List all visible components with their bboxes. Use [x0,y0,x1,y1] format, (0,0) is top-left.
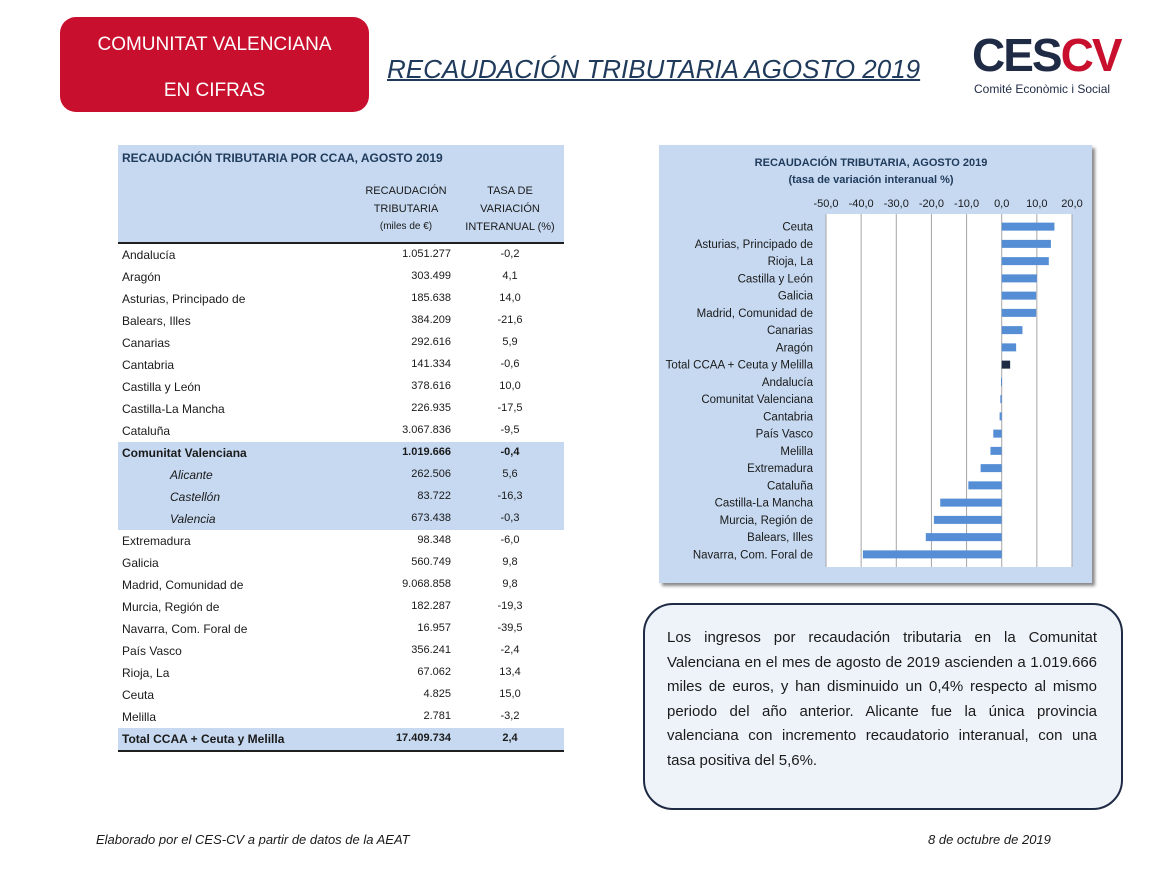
row-rate: -3,2 [500,710,520,722]
table-row [118,552,564,574]
bar [1002,309,1036,317]
row-name: Canarias [122,336,171,350]
category-label: Aragón [775,342,813,355]
row-rate: 10,0 [499,380,521,392]
bar-chart [659,145,1092,583]
row-name: Total CCAA + Ceuta y Melilla [122,732,285,746]
bar [1002,292,1036,300]
row-rate: 5,9 [502,336,518,348]
category-label: Castilla-La Mancha [714,497,813,510]
row-name: Castellón [170,490,221,504]
summary-text: Los ingresos por recaudación tributaria en la Comunitat Valenciana en el mes de agosto de 2019 ascienden a 1.019.666 miles de euros, y han disminuido un 0,4% respecto al mismo periodo del año anterior. Alicante fue la única provincia valenciana con incremento recaudatorio interanual, con una tasa positiva del 5,6%. [667,629,1097,769]
x-tick-label: -40,0 [848,198,874,210]
row-value: 262.506 [411,468,451,480]
bar [934,516,1002,524]
x-tick-label: -30,0 [883,198,909,210]
row-rate: 13,4 [499,666,521,678]
bar [1002,361,1010,369]
table-row [118,310,564,332]
row-value: 378.616 [411,380,451,392]
row-rate: -21,6 [497,314,523,326]
category-label: Extremadura [747,463,813,476]
category-label: País Vasco [755,428,813,441]
table-row [118,266,564,288]
table-row [118,596,564,618]
row-rate: -0,2 [500,248,520,260]
row-value: 185.638 [411,292,451,304]
row-value: 560.749 [411,556,451,568]
table-row [118,640,564,662]
row-rate: -6,0 [500,534,520,546]
category-label: Castilla y León [737,273,813,286]
table-body [118,244,564,752]
category-label: Ceuta [782,221,813,234]
table-row [118,706,564,728]
col-header-rate-line2: VARIACIÓN [480,203,540,215]
category-label: Total CCAA + Ceuta y Melilla [665,359,813,372]
row-value: 356.241 [411,644,451,656]
row-value: 9.068.858 [402,578,451,590]
row-value: 292.616 [411,336,451,348]
x-tick-label: 0,0 [994,198,1010,210]
plot-area [826,214,1072,567]
row-rate: 14,0 [499,292,521,304]
category-label: Navarra, Com. Foral de [692,549,813,562]
category-label: Melilla [780,445,813,458]
row-value: 141.334 [411,358,451,370]
table-row [118,376,564,398]
category-label: Comunitat Valenciana [701,394,813,407]
row-value: 16.957 [417,622,451,634]
logo-cv: CV [1060,29,1121,81]
logo-mark [972,30,1121,80]
col-header-revenue-line2: TRIBUTARIA [373,203,439,215]
summary-box [643,603,1123,810]
category-label: Murcia, Región de [719,514,813,527]
category-label: Madrid, Comunidad de [696,307,813,320]
category-label: Asturias, Principado de [694,238,813,251]
row-value: 4.825 [423,688,451,700]
row-value: 98.348 [417,534,451,546]
row-value: 182.287 [411,600,451,612]
table-row [118,618,564,640]
footer-date: 8 de octubre de 2019 [928,832,1051,847]
row-name: Murcia, Región de [122,600,220,614]
row-name: Aragón [122,270,161,284]
col-header-revenue [350,182,462,236]
bar [981,464,1002,472]
row-rate: -19,3 [497,600,523,612]
row-rate: -0,3 [500,512,520,524]
x-tick-label: -20,0 [918,198,944,210]
row-name: Ceuta [122,688,155,702]
table-row [118,464,564,486]
chart-svg [659,145,1092,583]
row-rate: -2,4 [500,644,520,656]
category-label: Galicia [777,290,813,303]
page-title: RECAUDACIÓN TRIBUTARIA AGOSTO 2019 [387,54,921,84]
category-label: Cantabria [763,411,813,424]
bar [1002,257,1049,265]
table-row [118,288,564,310]
bar [1002,240,1051,248]
bar [1002,343,1016,351]
row-value: 83.722 [417,490,451,502]
chart-subtitle: (tasa de variación interanual %) [788,174,954,186]
ces-cv-logo [972,30,1132,100]
revenue-table [118,145,564,752]
row-value: 2.781 [423,710,451,722]
row-rate: -17,5 [497,402,523,414]
row-name: Valencia [170,512,216,526]
row-name: Alicante [170,468,213,482]
row-rate: -0,4 [500,446,520,458]
row-rate: 5,6 [502,468,518,480]
row-rate: 2,4 [502,732,518,744]
category-label: Cataluña [766,480,813,493]
row-value: 3.067.836 [402,424,451,436]
row-value: 1.051.277 [402,248,451,260]
x-tick-label: -50,0 [813,198,839,210]
row-name: Balears, Illes [122,314,191,328]
table-row [118,244,564,266]
table-row [118,684,564,706]
row-value: 1.019.666 [402,446,451,458]
bar [940,499,1002,507]
category-label: Canarias [766,325,813,338]
table-row [118,508,564,530]
bar [1001,378,1002,386]
row-value: 384.209 [411,314,451,326]
row-value: 303.499 [411,270,451,282]
table-row [118,662,564,684]
logo-subtitle: Comité Econòmic i Social [974,82,1111,96]
row-value: 226.935 [411,402,451,414]
col-header-revenue-line3: (miles de €) [379,221,433,232]
row-rate: 15,0 [499,688,521,700]
row-name: Asturias, Principado de [122,292,246,306]
row-value: 17.409.734 [395,732,451,744]
section-badge [60,17,369,112]
table-row [118,398,564,420]
x-tick-label: 20,0 [1061,198,1083,210]
row-name: País Vasco [122,644,182,658]
row-name: Madrid, Comunidad de [122,578,244,592]
badge-line-2: EN CIFRAS [163,80,266,101]
bar [1002,223,1055,231]
row-name: Extremadura [122,534,191,548]
row-rate: -9,5 [500,424,520,436]
row-name: Navarra, Com. Foral de [122,622,248,636]
chart-title: RECAUDACIÓN TRIBUTARIA, AGOSTO 2019 [754,157,988,169]
x-tick-label: -10,0 [954,198,980,210]
footer-source: Elaborado por el CES-CV a partir de datos de la AEAT [96,832,410,847]
table-row [118,574,564,596]
row-value: 67.062 [417,666,451,678]
row-name: Andalucía [122,248,176,262]
row-name: Galicia [122,556,159,570]
category-label: Balears, Illes [747,532,813,545]
table-header [118,145,564,244]
col-header-rate-line1: TASA DE [487,185,533,197]
bar [1002,274,1037,282]
table-row [118,332,564,354]
table-row [118,420,564,442]
bar [968,481,1001,489]
table-row [118,728,564,752]
bar [1002,326,1023,334]
badge-line-1: COMUNITAT VALENCIANA [97,34,332,55]
row-name: Castilla y León [122,380,201,394]
row-name: Rioja, La [122,666,170,680]
bar [993,430,1001,438]
col-header-revenue-line1: RECAUDACIÓN [365,185,447,197]
row-name: Melilla [122,710,157,724]
row-value: 673.438 [411,512,451,524]
table-row [118,442,564,464]
bar [990,447,1001,455]
col-header-rate [454,182,566,236]
x-tick-label: 10,0 [1026,198,1048,210]
bar [926,533,1002,541]
table-row [118,354,564,376]
row-rate: -16,3 [497,490,523,502]
row-name: Castilla-La Mancha [122,402,225,416]
row-rate: 9,8 [502,578,518,590]
table-row [118,530,564,552]
logo-ces: CES [972,29,1061,81]
col-header-rate-line3: INTERANUAL (%) [465,221,555,233]
table-row [118,486,564,508]
bar [1000,395,1001,403]
row-rate: -39,5 [497,622,523,634]
row-name: Cantabria [122,358,175,372]
category-label: Rioja, La [767,256,813,269]
bar [1000,412,1002,420]
table-title: RECAUDACIÓN TRIBUTARIA POR CCAA, AGOSTO 2019 [122,151,443,165]
row-rate: 4,1 [502,270,518,282]
row-rate: -0,6 [500,358,520,370]
category-label: Andalucía [761,376,813,389]
row-name: Cataluña [122,424,171,438]
row-rate: 9,8 [502,556,518,568]
row-name: Comunitat Valenciana [122,446,247,460]
bar [863,550,1002,558]
